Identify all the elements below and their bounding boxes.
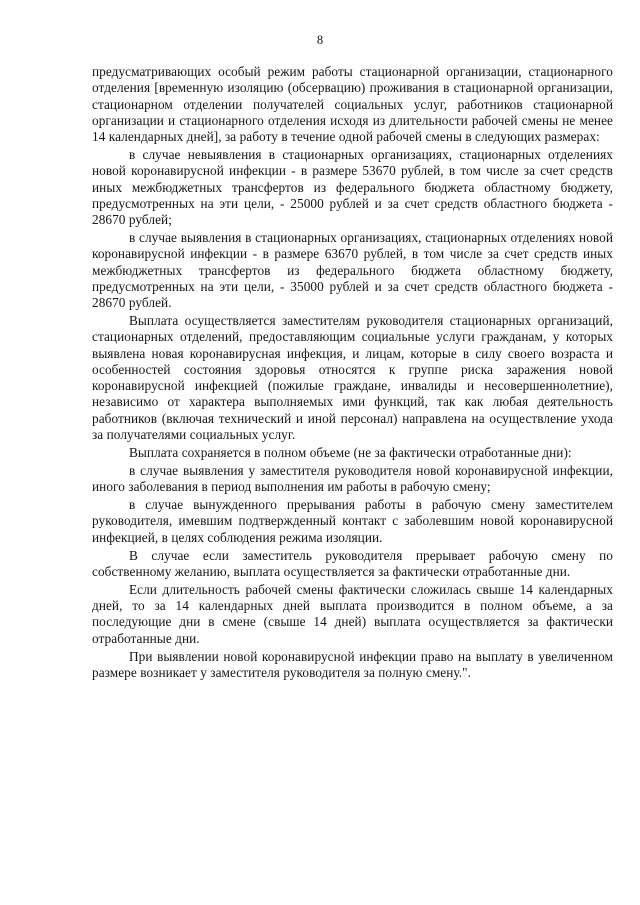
paragraph-increased-payment-right: При выявлении новой коронавирусной инфекции право на выплату в увеличенном размере возникает у заместителя руководителя за полную смену.". [92,648,613,680]
document-body [92,64,613,683]
page-number: 8 [316,33,324,47]
paragraph-continuation: предусматривающих особый режим работы стационарной организации, стационарного отделения [временную изоляцию (обсервацию) проживания в стационарной организации, стационарном отделении получателей социальных услуг, работников стационарной организации и стационарного отделения исходя из длительности рабочей смены не менее 14 календарных дней], за работу в течение одной рабочей смены в следующих размерах: [92,64,613,144]
paragraph-voluntary-interruption: В случае если заместитель руководителя прерывает рабочую смену по собственному желанию, выплата осуществляется за фактически отработанные дни. [92,547,613,579]
paragraph-case-no-infection: в случае невыявления в стационарных организациях, стационарных отделениях новой коронавирусной инфекции - в размере 53670 рублей, в том числе за счет средств иных межбюджетных трансфертов из федерального бюджета областному бюджету, предусмотренных на эти цели, - 25000 рублей и за счет средств областного бюджета - 28670 рублей; [92,147,613,227]
paragraph-case-illness: в случае выявления у заместителя руководителя новой коронавирусной инфекции, иного заболевания в период выполнения им работы в рабочую смену; [92,462,613,494]
paragraph-shift-over-14-days: Если длительность рабочей смены фактически сложилась свыше 14 календарных дней, то за 14 календарных дней выплата производится в полном объеме, а за последующие дни в смене (свыше 14 дней) выплата осуществляется за фактически отработанные дни. [92,581,613,646]
paragraph-case-infection: в случае выявления в стационарных организациях, стационарных отделениях новой коронавирусной инфекции - в размере 63670 рублей, в том числе за счет средств иных межбюджетных трансфертов из федерального бюджета областному бюджету, предусмотренных на эти цели, - 35000 рублей и за счет средств областного бюджета - 28670 рублей. [92,230,613,310]
paragraph-payment-recipients: Выплата осуществляется заместителям руководителя стационарных организаций, стационарных отделений, предоставляющим социальные услуги гражданам, у которых выявлена новая коронавирусная инфекция, и лицам, которые в силу своего возраста и особенностей состояния здоровья относятся к группе риска заражения новой коронавирусной инфекцией (пожилые граждане, инвалиды и несовершеннолетние), независимо от характера выполняемых ими функций, так как любая деятельность работников (включая технический и иной персонал) направлена на осуществление ухода за получателями социальных услуг. [92,313,613,442]
paragraph-case-forced-interruption: в случае вынужденного прерывания работы в рабочую смену заместителем руководителя, имевшим подтвержденный контакт с заболевшим новой коронавирусной инфекцией, в целях соблюдения режима изоляции. [92,497,613,545]
paragraph-payment-retained: Выплата сохраняется в полном объеме (не за фактически отработанные дни): [129,444,572,460]
